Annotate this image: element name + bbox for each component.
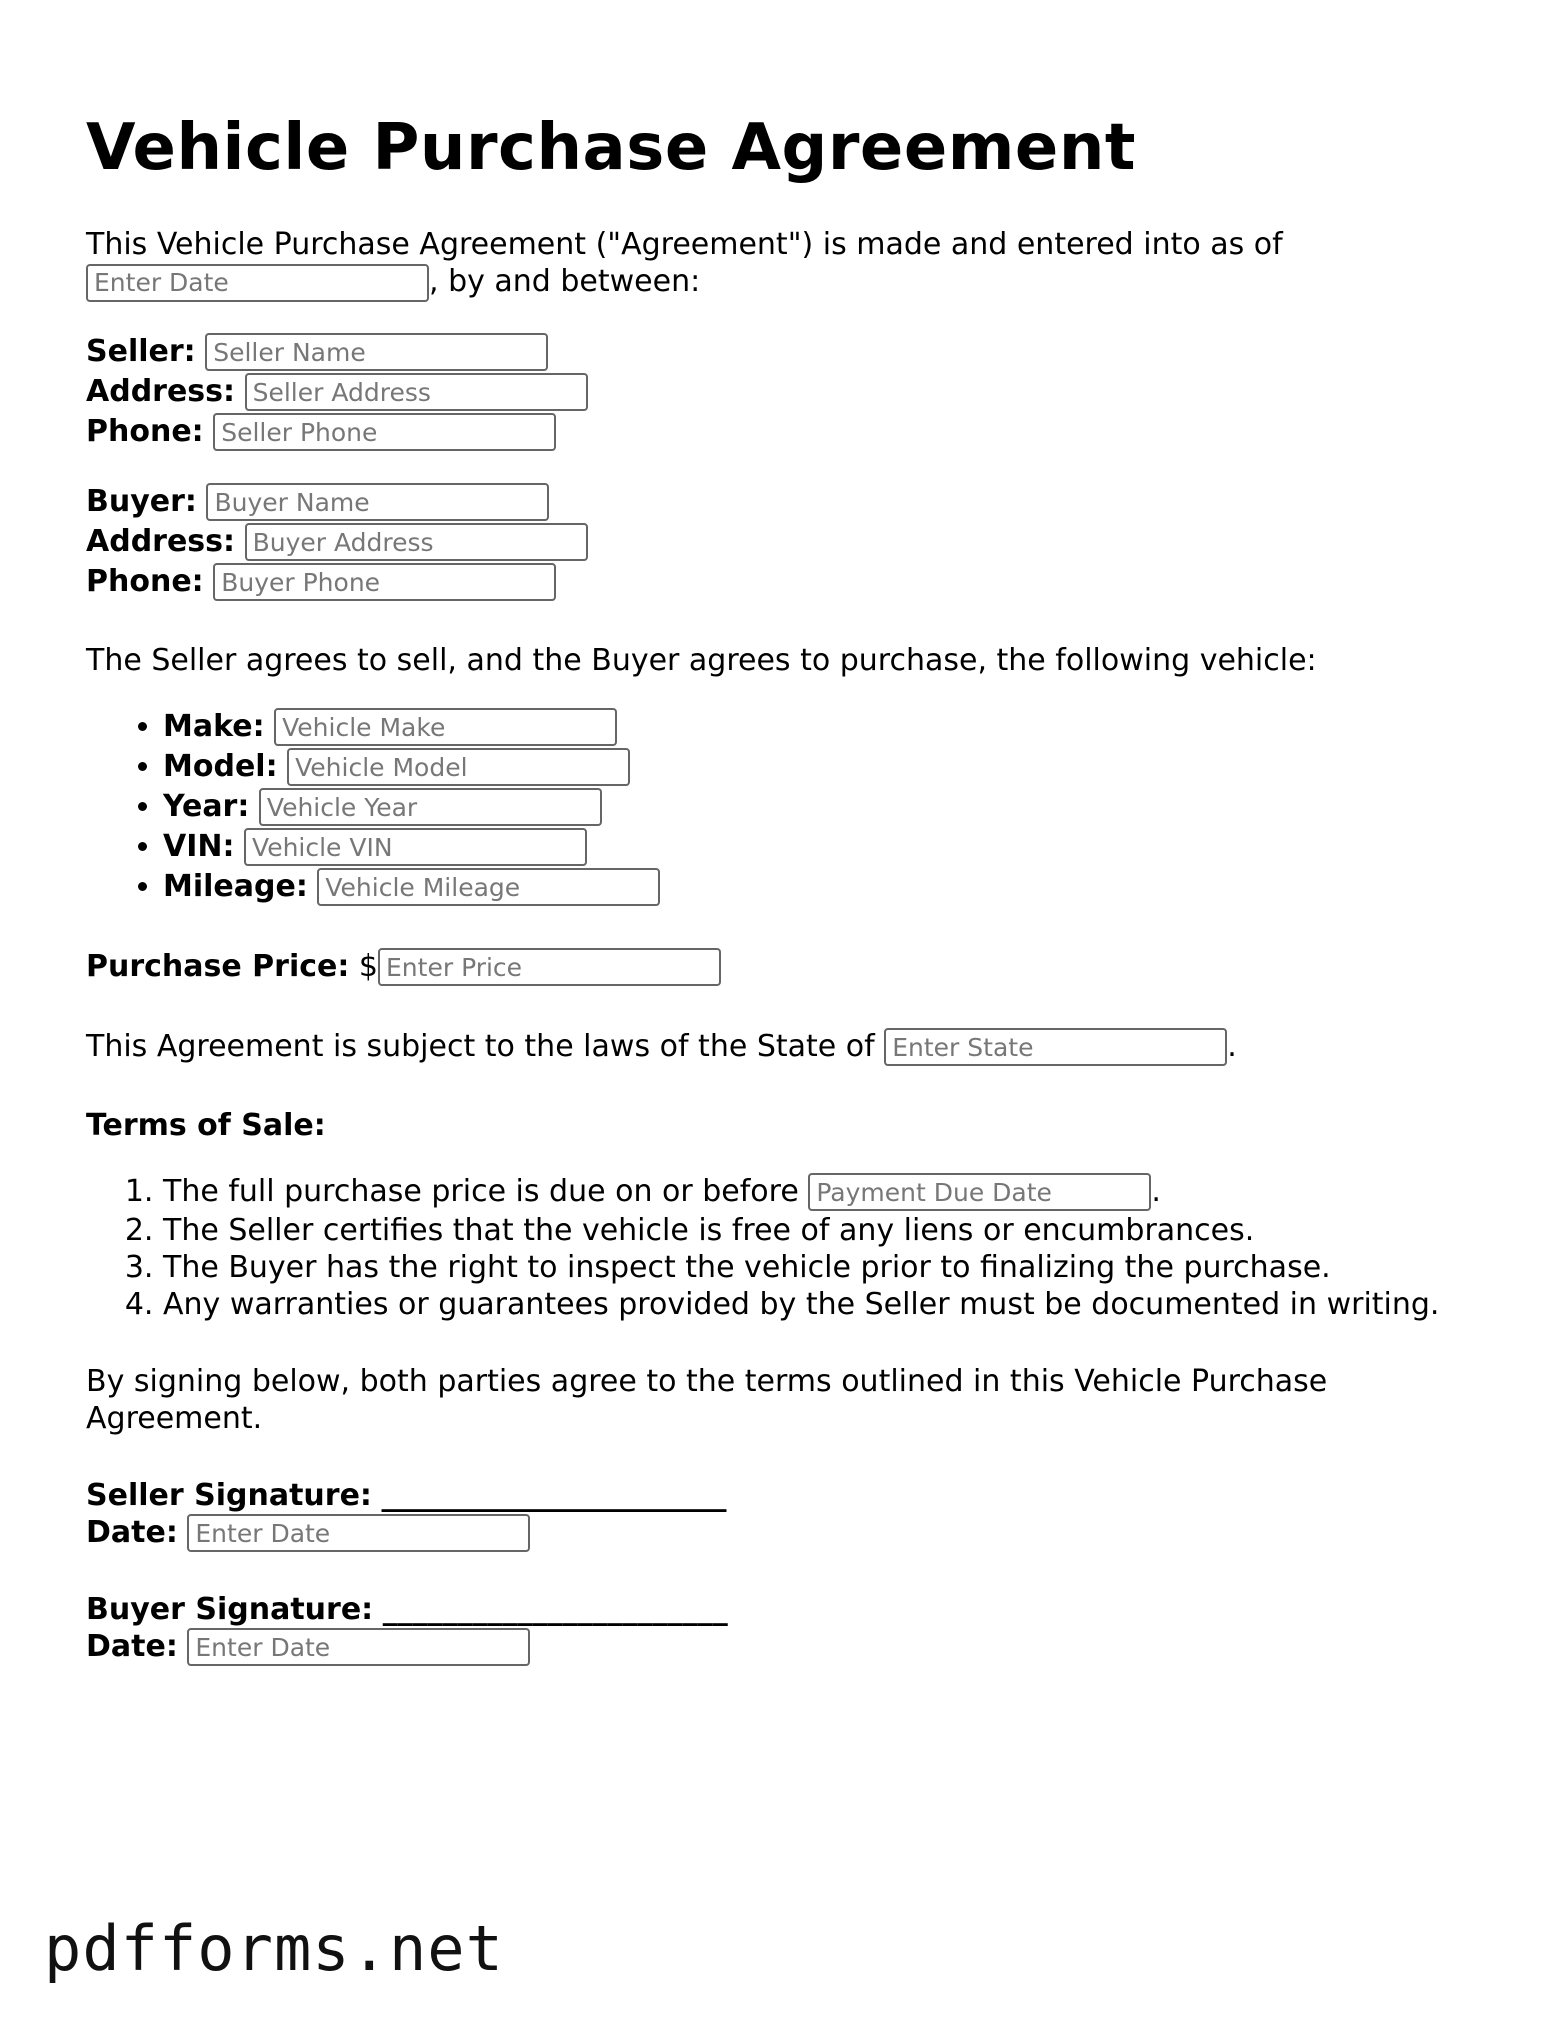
seller-address-label: Address: — [86, 373, 236, 409]
term-3-text: The Buyer has the right to inspect the vehicle prior to finalizing the purchase. — [163, 1249, 1331, 1285]
term-1-end: . — [1151, 1173, 1161, 1209]
terms-list — [86, 1172, 1486, 1323]
list-item — [163, 787, 1486, 827]
term-1-text: The full purchase price is due on or before — [163, 1173, 799, 1209]
seller-phone-field[interactable] — [213, 413, 556, 451]
list-item — [163, 1249, 1486, 1286]
make-label: Make: — [163, 708, 265, 744]
buyer-name-label: Buyer: — [86, 483, 197, 519]
vin-label: VIN: — [163, 828, 235, 864]
list-item — [163, 867, 1486, 907]
governing-law-text: This Agreement is subject to the laws of the State of — [86, 1028, 875, 1064]
governing-law-end: . — [1227, 1028, 1237, 1064]
buyer-date-field[interactable] — [187, 1628, 530, 1666]
year-label: Year: — [163, 788, 250, 824]
buyer-signature-line[interactable]: _______________________ — [382, 1591, 728, 1627]
document-title: Vehicle Purchase Agreement — [86, 111, 1136, 185]
term-2-text: The Seller certifies that the vehicle is free of any liens or encumbrances. — [163, 1212, 1255, 1248]
list-item — [163, 1212, 1486, 1249]
watermark: pdfforms.net — [44, 1912, 504, 1985]
closing-paragraph: By signing below, both parties agree to the terms outlined in this Vehicle Purchase Agreement. — [86, 1363, 1328, 1436]
intro-text: This Vehicle Purchase Agreement ("Agreement") is made and entered into as of — [86, 227, 1283, 262]
vehicle-intro: The Seller agrees to sell, and the Buyer agrees to purchase, the following vehicle: — [86, 642, 1317, 678]
intro-text-after: , by and between: — [429, 264, 701, 299]
seller-name-field[interactable] — [205, 333, 548, 371]
seller-signature-line[interactable]: _______________________ — [381, 1477, 727, 1513]
buyer-phone-label: Phone: — [86, 563, 204, 599]
document — [86, 108, 1486, 1665]
buyer-name-field[interactable] — [206, 483, 549, 521]
seller-signature-label: Seller Signature: — [86, 1477, 372, 1513]
buyer-phone-field[interactable] — [213, 563, 556, 601]
purchase-price-row — [86, 947, 1486, 987]
buyer-address-label: Address: — [86, 523, 236, 559]
buyer-signature-label: Buyer Signature: — [86, 1591, 374, 1627]
model-label: Model: — [163, 748, 278, 784]
buyer-signature-block — [86, 1591, 1486, 1665]
purchase-price-label: Purchase Price: — [86, 948, 350, 984]
vehicle-year-field[interactable] — [259, 788, 602, 826]
buyer-date-label: Date: — [86, 1628, 178, 1664]
purchase-price-field[interactable] — [378, 948, 721, 986]
list-item — [163, 1286, 1486, 1323]
list-item — [163, 707, 1486, 747]
currency-symbol: $ — [358, 948, 379, 984]
list-item — [163, 827, 1486, 867]
state-field[interactable] — [884, 1028, 1227, 1066]
terms-heading: Terms of Sale: — [86, 1107, 326, 1143]
seller-address-field[interactable] — [245, 373, 588, 411]
list-item — [163, 747, 1486, 787]
vehicle-details-list — [86, 707, 1486, 907]
seller-date-label: Date: — [86, 1514, 178, 1550]
mileage-label: Mileage: — [163, 868, 308, 904]
buyer-address-field[interactable] — [245, 523, 588, 561]
governing-law-row — [86, 1027, 1486, 1067]
vehicle-mileage-field[interactable] — [317, 868, 660, 906]
seller-signature-block — [86, 1477, 1486, 1551]
payment-due-date-field[interactable] — [808, 1173, 1151, 1211]
seller-name-label: Seller: — [86, 333, 196, 369]
vehicle-vin-field[interactable] — [244, 828, 587, 866]
vehicle-make-field[interactable] — [274, 708, 617, 746]
seller-phone-label: Phone: — [86, 413, 204, 449]
seller-date-field[interactable] — [187, 1514, 530, 1552]
buyer-section — [86, 482, 1486, 602]
term-4-text: Any warranties or guarantees provided by the Seller must be documented in writing. — [163, 1286, 1440, 1322]
vehicle-model-field[interactable] — [287, 748, 630, 786]
agreement-date-field[interactable] — [86, 264, 429, 302]
intro-paragraph — [86, 226, 1486, 302]
list-item — [163, 1172, 1486, 1212]
seller-section — [86, 332, 1486, 452]
